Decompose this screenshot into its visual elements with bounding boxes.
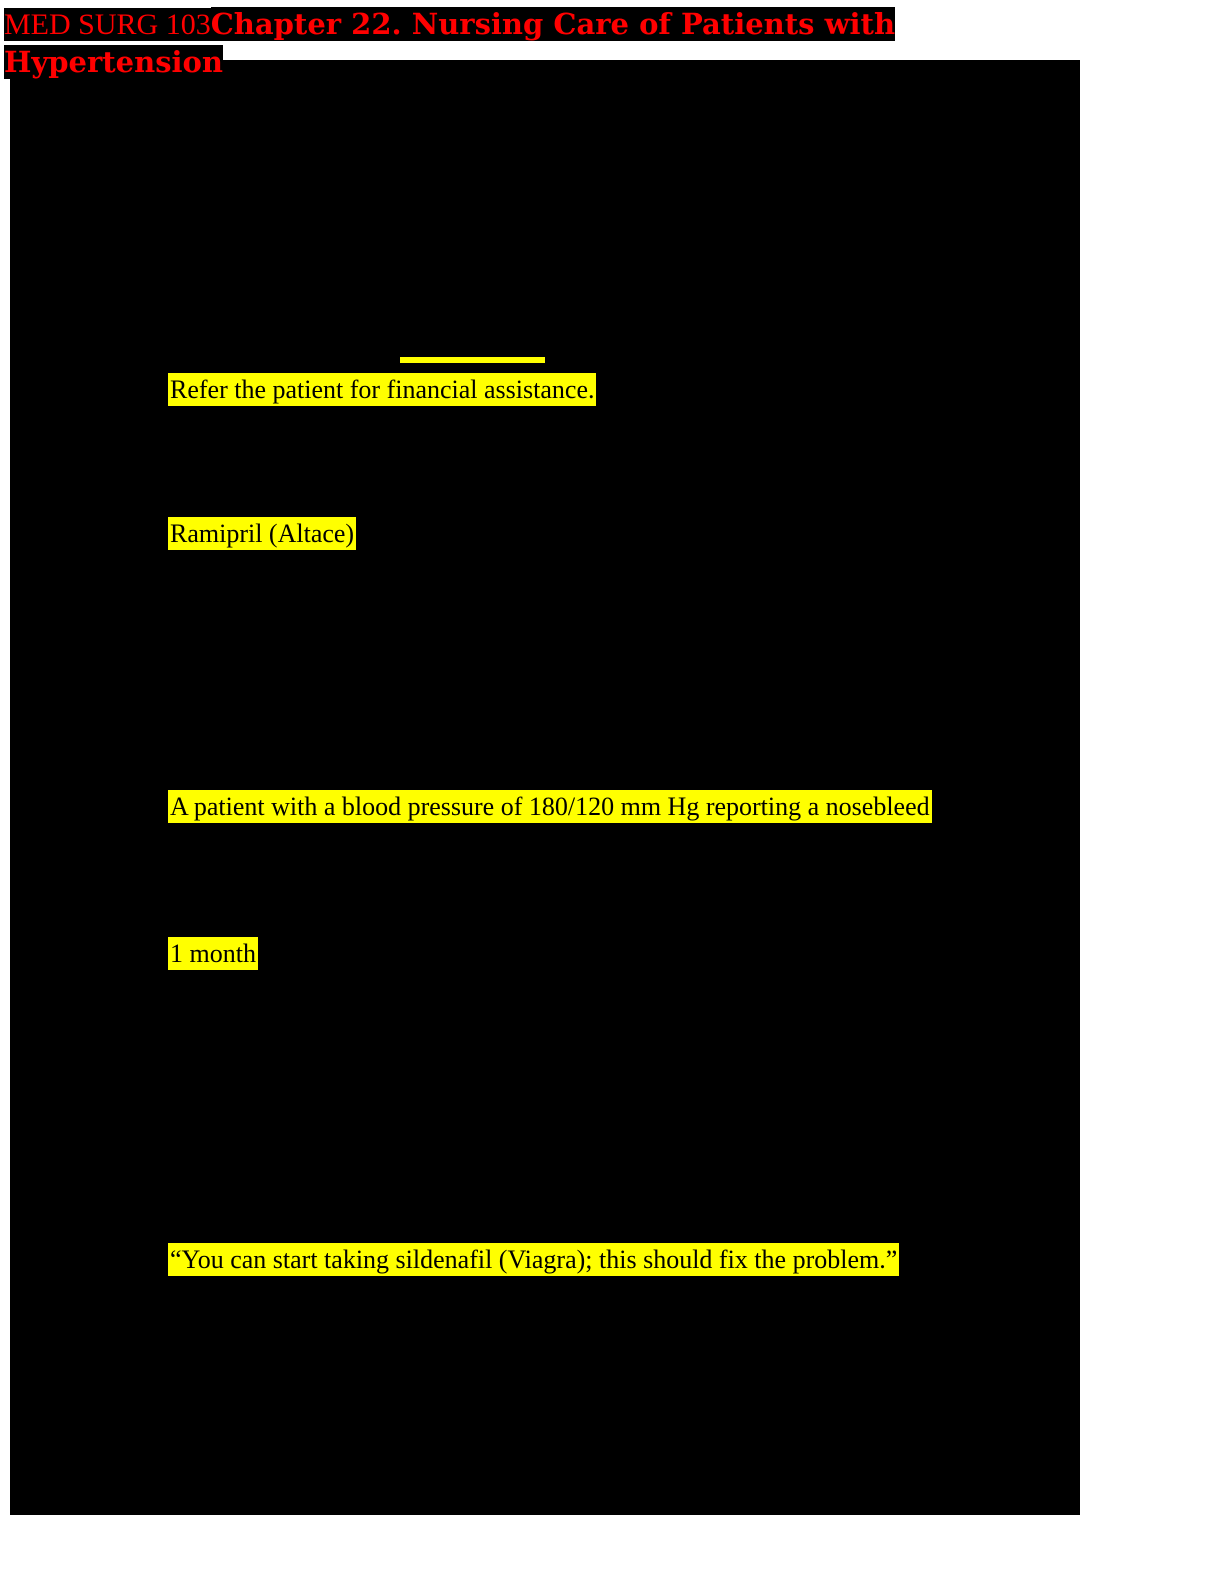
highlighted-answer-3: A patient with a blood pressure of 180/120 mm Hg reporting a nosebleed <box>168 790 932 823</box>
highlighted-answer-4: 1 month <box>168 937 258 970</box>
page-title: Chapter 22. Nursing Care of Patients with Hypertension <box>4 7 896 79</box>
redacted-content-area <box>10 60 1080 1515</box>
highlight-fragment <box>400 357 545 363</box>
highlighted-answer-1: Refer the patient for financial assistance. <box>168 373 596 406</box>
highlighted-answer-2: Ramipril (Altace) <box>168 517 356 550</box>
course-code: MED SURG 103 <box>4 8 211 41</box>
highlighted-answer-5: “You can start taking sildenafil (Viagra); this should fix the problem.” <box>168 1243 899 1276</box>
document-header <box>0 6 1070 80</box>
